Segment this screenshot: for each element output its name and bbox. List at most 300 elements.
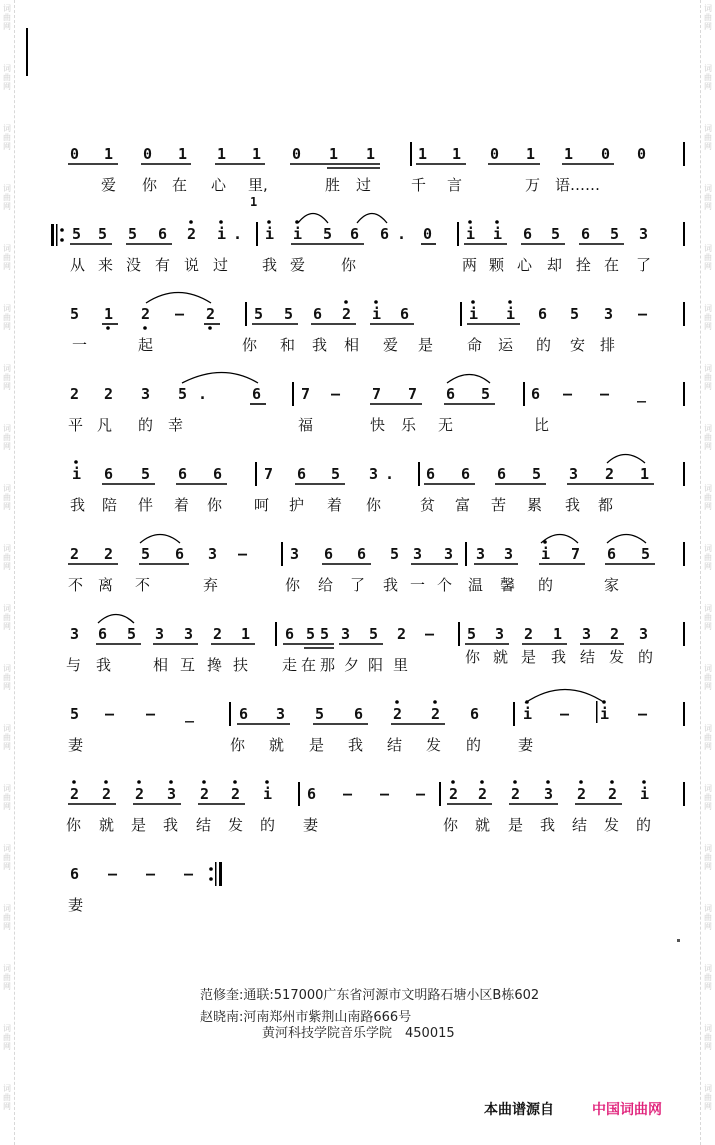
bar-line	[683, 542, 685, 566]
note: 6	[175, 545, 185, 563]
note: 1	[366, 145, 376, 163]
note: 3	[504, 545, 514, 563]
edge-watermark: 词 曲 网	[704, 304, 712, 331]
note: 2	[70, 545, 80, 563]
lyric-syllable: 你	[66, 816, 82, 834]
note: 0	[490, 145, 500, 163]
edge-watermark: 词 曲 网	[3, 304, 11, 331]
lyric-syllable: 伴	[138, 496, 154, 514]
bar-line	[292, 382, 294, 406]
note: 1	[526, 145, 536, 163]
note: 3	[639, 225, 649, 243]
note: 5	[254, 305, 264, 323]
note: 2	[478, 785, 488, 803]
note: –	[184, 865, 194, 883]
note: 5	[141, 545, 151, 563]
edge-watermark: 词 曲 网	[704, 484, 712, 511]
lyric-syllable: 爱	[290, 256, 306, 274]
note: 2	[135, 785, 145, 803]
note: 3	[167, 785, 177, 803]
note: 1	[640, 465, 650, 483]
bar-line	[683, 462, 685, 486]
lyric-syllable: 结	[196, 816, 212, 834]
note: 5	[570, 305, 580, 323]
edge-watermark: 词 曲 网	[3, 844, 11, 871]
note: 2	[213, 625, 223, 643]
lyric-syllable: 是	[508, 816, 524, 834]
note: 5	[641, 545, 651, 563]
source-label: 本曲谱源自	[484, 1102, 554, 1118]
note: 2	[70, 785, 80, 803]
lyric-syllable: 我	[348, 736, 364, 754]
note: 6	[350, 225, 360, 243]
note: 6	[213, 465, 223, 483]
lyric-syllable: 搀	[207, 656, 223, 674]
lyric-syllable: 走	[282, 656, 298, 674]
lyric-syllable: 两	[462, 256, 478, 274]
note: 1	[553, 625, 563, 643]
note: 3	[639, 625, 649, 643]
note: .	[198, 385, 208, 403]
lyric-syllable: 是	[418, 336, 434, 354]
lyric-syllable: 心	[517, 256, 533, 274]
edge-watermark: 词 曲 网	[704, 244, 712, 271]
lyric-syllable: 我	[163, 816, 179, 834]
note: _	[185, 705, 195, 723]
note: –	[175, 305, 185, 323]
note: 7	[408, 385, 418, 403]
note: i	[263, 785, 273, 803]
lyric-syllable: 我	[96, 656, 112, 674]
note: 2	[200, 785, 210, 803]
note: 3	[155, 625, 165, 643]
note: 3	[141, 385, 151, 403]
note: 5	[141, 465, 151, 483]
lyric-syllable: 发	[228, 816, 244, 834]
edge-watermark: 词 曲 网	[3, 784, 11, 811]
note: –	[563, 385, 573, 403]
lyric-syllable: 在	[301, 656, 317, 674]
lyric-syllable: 我	[565, 496, 581, 514]
lyric-syllable: 的	[636, 816, 652, 834]
lyric-syllable: 就	[99, 816, 115, 834]
note: 6	[307, 785, 317, 803]
note: 2	[342, 305, 352, 323]
lyric-syllable: 是	[309, 736, 325, 754]
note: 6	[470, 705, 480, 723]
note: i	[217, 225, 227, 243]
edge-watermark: 词 曲 网	[704, 1024, 712, 1051]
lyric-syllable: 的	[466, 736, 482, 754]
edge-watermark: 词 曲 网	[704, 964, 712, 991]
edge-watermark: 词 曲 网	[3, 4, 11, 31]
lyric-syllable: 你	[207, 496, 223, 514]
note: 6	[497, 465, 507, 483]
note: 3	[276, 705, 286, 723]
edge-watermark: 词 曲 网	[704, 604, 712, 631]
lyric-syllable: 相	[344, 336, 360, 354]
lyric-syllable: 我	[540, 816, 556, 834]
lyric-syllable: 无	[438, 416, 454, 434]
note: –	[146, 865, 156, 883]
note: 3	[184, 625, 194, 643]
note: 5	[72, 225, 82, 243]
bar-line	[683, 302, 685, 326]
note: 0	[637, 145, 647, 163]
lyric-syllable: 你	[142, 176, 158, 194]
bar-line	[683, 382, 685, 406]
lyric-syllable: 快	[370, 416, 386, 434]
lyric-syllable: 里,	[248, 176, 268, 194]
bar-line	[439, 782, 441, 806]
lyric-syllable: 就	[475, 816, 491, 834]
bar-line	[683, 222, 685, 246]
edge-watermark: 词 曲 网	[704, 124, 712, 151]
arranger-label: 范修奎:	[200, 988, 244, 1003]
edge-watermark: 词 曲 网	[704, 844, 712, 871]
edge-watermark: 词 曲 网	[3, 724, 11, 751]
lyric-syllable: 了	[350, 576, 366, 594]
corner-bar	[26, 28, 28, 76]
lyric-syllable: 离	[98, 576, 114, 594]
lyric-syllable: 没	[126, 256, 142, 274]
bar-line	[298, 782, 300, 806]
bar-line	[523, 382, 525, 406]
note: –	[416, 785, 426, 803]
note: 1	[104, 145, 114, 163]
lyric-syllable: 的	[536, 336, 552, 354]
note: 5	[315, 705, 325, 723]
lyric-syllable: 在	[604, 256, 620, 274]
lyric-syllable: 都	[598, 496, 614, 514]
note: 2	[104, 545, 114, 563]
note: 6	[313, 305, 323, 323]
edge-watermark: 词 曲 网	[704, 1084, 712, 1111]
bar-line	[410, 142, 412, 166]
lyric-syllable: 发	[426, 736, 442, 754]
note: –	[105, 705, 115, 723]
note: 1	[217, 145, 227, 163]
note: 6	[538, 305, 548, 323]
source-site-link[interactable]: 中国词曲网	[592, 1102, 662, 1118]
note: –	[238, 545, 248, 563]
lyric-syllable: 我	[312, 336, 328, 354]
note: i	[541, 545, 551, 563]
note: i	[493, 225, 503, 243]
note: –	[560, 705, 570, 723]
lyricist-address-line1: 河南郑州市紫荆山南路666号	[243, 1010, 412, 1025]
note: 6	[607, 545, 617, 563]
lyric-syllable: 我	[551, 648, 567, 666]
lyric-syllable: 护	[289, 496, 305, 514]
note: 2	[104, 385, 114, 403]
note: 5	[70, 705, 80, 723]
lyric-syllable: 比	[534, 416, 550, 434]
note: i	[466, 225, 476, 243]
edge-watermark: 词 曲 网	[3, 484, 11, 511]
note: 6	[70, 865, 80, 883]
lyric-syllable: 妻	[303, 816, 319, 834]
note: 2	[393, 705, 403, 723]
note: 1	[564, 145, 574, 163]
note: –	[425, 625, 435, 643]
note: _	[637, 385, 647, 403]
lyric-syllable: 平	[68, 416, 84, 434]
note: 6	[354, 705, 364, 723]
note: 3	[444, 545, 454, 563]
edge-watermark: 词 曲 网	[704, 184, 712, 211]
note: 0	[70, 145, 80, 163]
note: –	[108, 865, 118, 883]
lyric-syllable: 结	[580, 648, 596, 666]
lyric-syllable: 互	[180, 656, 196, 674]
note: –	[638, 305, 648, 323]
lyric-syllable: 家	[604, 576, 620, 594]
note: 3	[70, 625, 80, 643]
note: 2	[511, 785, 521, 803]
note: 1	[452, 145, 462, 163]
lyric-syllable: 的	[638, 648, 654, 666]
lyric-syllable: 言	[447, 176, 463, 194]
note: 6	[400, 305, 410, 323]
bar-line	[275, 622, 277, 646]
note: 2	[206, 305, 216, 323]
lyric-syllable: 爱	[101, 176, 117, 194]
note: 2	[70, 385, 80, 403]
bar-line	[683, 142, 685, 166]
note: 6	[357, 545, 367, 563]
lyric-syllable: 陪	[102, 496, 118, 514]
edge-watermark: 词 曲 网	[3, 544, 11, 571]
edge-watermark: 词 曲 网	[3, 604, 11, 631]
lyric-syllable: 我	[383, 576, 399, 594]
note: 6	[285, 625, 295, 643]
lyric-syllable: 过	[213, 256, 229, 274]
note: i	[506, 305, 516, 323]
note: –	[331, 385, 341, 403]
lyric-syllable: 命	[467, 336, 483, 354]
lyric-syllable: 我	[262, 256, 278, 274]
note: 3	[582, 625, 592, 643]
lyric-syllable: 却	[547, 256, 563, 274]
bar-line	[683, 702, 685, 726]
note: 5	[481, 385, 491, 403]
lyric-syllable: 一	[410, 576, 426, 594]
lyric-syllable: 胜	[325, 176, 341, 194]
lyric-syllable: 弃	[203, 576, 219, 594]
note: 1	[252, 145, 262, 163]
lyric-syllable: 心	[211, 176, 227, 194]
lyric-syllable: 你	[242, 336, 258, 354]
note: 3	[341, 625, 351, 643]
lyricist-address-line2: 黄河科技学院音乐学院 450015	[262, 1026, 455, 1041]
note: i	[640, 785, 650, 803]
edge-watermark: 词 曲 网	[3, 964, 11, 991]
lyric-syllable: 你	[285, 576, 301, 594]
lyric-syllable: 个	[437, 576, 453, 594]
lyric-syllable: 过	[356, 176, 372, 194]
lyric-syllable: 来	[98, 256, 114, 274]
lyric-syllable: 馨	[500, 576, 516, 594]
bar-line	[255, 462, 257, 486]
note: .	[397, 225, 407, 243]
stray-dot	[677, 939, 680, 942]
note: 6	[531, 385, 541, 403]
lyric-syllable: 妻	[518, 736, 534, 754]
note: 6	[581, 225, 591, 243]
note: 5	[70, 305, 80, 323]
note: 5	[610, 225, 620, 243]
note: 6	[178, 465, 188, 483]
note: –	[600, 385, 610, 403]
lyric-syllable: 就	[493, 648, 509, 666]
note: 7	[372, 385, 382, 403]
note: i	[469, 305, 479, 323]
lyric-syllable: 不	[68, 576, 84, 594]
lyric-syllable: 拴	[576, 256, 592, 274]
edge-watermark: 词 曲 网	[3, 1024, 11, 1051]
note: 5	[532, 465, 542, 483]
lyric-syllable: 发	[609, 648, 625, 666]
note: –	[343, 785, 353, 803]
note: i	[372, 305, 382, 323]
note: 5	[284, 305, 294, 323]
note: 6	[158, 225, 168, 243]
note: .	[385, 465, 395, 483]
note: 2	[608, 785, 618, 803]
note: 1	[178, 145, 188, 163]
note: 6	[461, 465, 471, 483]
note: 2	[397, 625, 407, 643]
note: 0	[143, 145, 153, 163]
note: 5	[98, 225, 108, 243]
lyric-syllable: 凡	[97, 416, 113, 434]
lyric-syllable: 是	[131, 816, 147, 834]
note: i	[265, 225, 275, 243]
edge-watermark: 词 曲 网	[3, 364, 11, 391]
lyric-syllable: 语……	[555, 176, 601, 194]
lyric-syllable: 的	[138, 416, 154, 434]
note: 6	[104, 465, 114, 483]
lyric-syllable: 千	[411, 176, 427, 194]
note: 6	[380, 225, 390, 243]
lyric-syllable: 和	[280, 336, 296, 354]
lyric-syllable: 妻	[68, 896, 84, 914]
bar-line	[513, 702, 515, 726]
lyric-syllable: 发	[604, 816, 620, 834]
note: –	[638, 705, 648, 723]
note: 6	[98, 625, 108, 643]
arranger-contact	[200, 984, 539, 1003]
lyric-syllable: 一	[72, 336, 88, 354]
lyric-syllable: 呵	[254, 496, 270, 514]
lyric-syllable: 乐	[401, 416, 417, 434]
note: –	[380, 785, 390, 803]
bar-line	[418, 462, 420, 486]
note: 5	[128, 225, 138, 243]
edge-watermark: 词 曲 网	[3, 904, 11, 931]
edge-watermark: 词 曲 网	[3, 184, 11, 211]
note: 0	[292, 145, 302, 163]
bar-line	[465, 542, 467, 566]
lyric-syllable: 结	[572, 816, 588, 834]
lyricist-label: 赵晓南:	[200, 1010, 244, 1025]
note: 7	[571, 545, 581, 563]
bar-line	[281, 542, 283, 566]
edge-watermark: 词 曲 网	[704, 4, 712, 31]
note: 0	[423, 225, 433, 243]
note: 3	[569, 465, 579, 483]
note: 6	[446, 385, 456, 403]
note: 1	[241, 625, 251, 643]
small-marker: 1	[250, 195, 258, 209]
note: –	[146, 705, 156, 723]
edge-watermark: 词 曲 网	[704, 664, 712, 691]
note: 3	[544, 785, 554, 803]
edge-watermark: 词 曲 网	[3, 244, 11, 271]
lyric-syllable: 夕	[344, 656, 360, 674]
edge-watermark: 词 曲 网	[704, 784, 712, 811]
note: 2	[141, 305, 151, 323]
lyric-syllable: 你	[230, 736, 246, 754]
lyric-syllable: 安	[570, 336, 586, 354]
lyric-syllable: 从	[70, 256, 86, 274]
note: 1	[329, 145, 339, 163]
note: 2	[449, 785, 459, 803]
note: 2	[577, 785, 587, 803]
note: 2	[187, 225, 197, 243]
lyric-syllable: 贫	[420, 496, 436, 514]
note: 6	[297, 465, 307, 483]
bar-line	[229, 702, 231, 726]
note: 0	[601, 145, 611, 163]
lyric-syllable: 那	[320, 656, 336, 674]
edge-watermark: 词 曲 网	[3, 1084, 11, 1111]
note: 5	[323, 225, 333, 243]
note: 5	[467, 625, 477, 643]
lyric-syllable: 温	[468, 576, 484, 594]
lyric-syllable: 说	[184, 256, 200, 274]
lyric-syllable: 的	[538, 576, 554, 594]
lyric-syllable: 累	[527, 496, 543, 514]
note: .	[233, 225, 243, 243]
lyric-syllable: 万	[525, 176, 541, 194]
note: i	[523, 705, 533, 723]
note: 5	[306, 625, 316, 643]
edge-watermark: 词 曲 网	[704, 424, 712, 451]
note: 5	[390, 545, 400, 563]
note: 5	[320, 625, 330, 643]
note: 6	[426, 465, 436, 483]
lyric-syllable: 起	[138, 336, 154, 354]
note: 3	[208, 545, 218, 563]
lyric-syllable: 你	[443, 816, 459, 834]
lyric-syllable: 阳	[368, 656, 384, 674]
note: 2	[102, 785, 112, 803]
note: 3	[290, 545, 300, 563]
note: 7	[264, 465, 274, 483]
note: 5	[551, 225, 561, 243]
lyric-syllable: 爱	[383, 336, 399, 354]
bar-line	[683, 782, 685, 806]
note: i	[600, 705, 610, 723]
edge-watermark: 词 曲 网	[704, 64, 712, 91]
note: 2	[524, 625, 534, 643]
bar-line	[457, 222, 459, 246]
lyric-syllable: 我	[70, 496, 86, 514]
lyric-syllable: 相	[153, 656, 169, 674]
note: 5	[127, 625, 137, 643]
